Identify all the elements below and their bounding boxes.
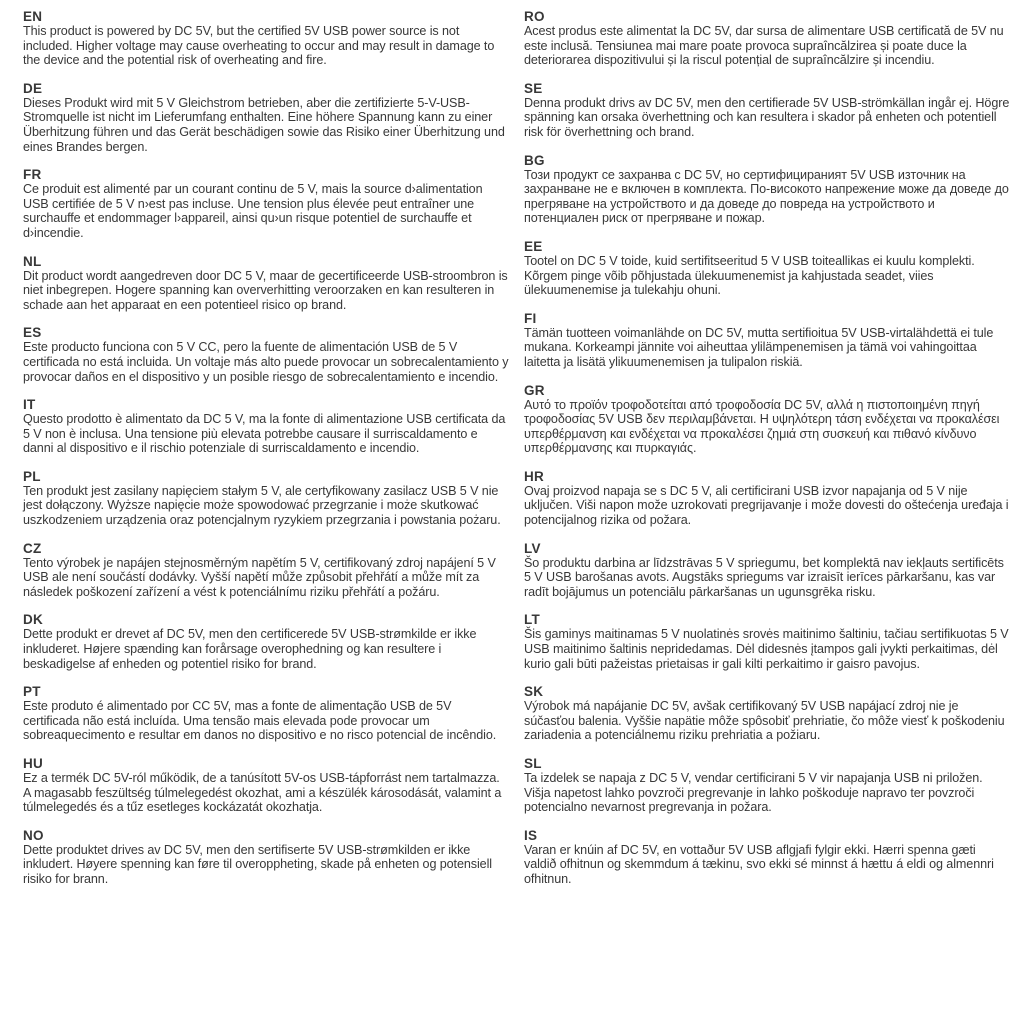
section-se	[524, 81, 1010, 140]
language-code-sl: SL	[524, 756, 542, 771]
language-code-ro: RO	[524, 9, 545, 24]
notice-text-sl: Ta izdelek se napaja z DC 5 V, vendar certificirani 5 V vir napajanja USB ni priložen. Višja napetost lahko povzroči pregrevanje in lahko poškoduje napravo ter povzroči potencialno nevarnost pregrevanja in požara.	[524, 771, 983, 815]
section-dk	[23, 612, 509, 671]
notice-text-gr: Αυτό το προϊόν τροφοδοτείται από τροφοδοσία DC 5V, αλλά η πιστοποιημένη πηγή τροφοδοσίας 5V USB δεν περιλαμβάνεται. Η υψηλότερη τάση ενδέχεται να προκαλέσει υπερθέρμανση και ενδέχεται να προκαλέσει ζημιά στη συσκευή και πιθανό κίνδυνο υπερθέρμανσης και πυρκαγιάς.	[524, 397, 1000, 456]
section-cz	[23, 541, 509, 600]
section-fr	[23, 167, 509, 240]
notice-text-hu: Ez a termék DC 5V-ról működik, de a tanúsított 5V-os USB-tápforrást nem tartalmazza. A magasabb feszültség túlmelegedést okozhat, ami a készülék károsodását, valamint a túlmelegedés és a tűz esetleges kockázatát okozhatja.	[23, 771, 502, 815]
language-code-lt: LT	[524, 612, 540, 628]
notice-text-lt: Šis gaminys maitinamas 5 V nuolatinės srovės maitinimo šaltiniu, tačiau sertifikuotas 5 V USB maitinimo šaltinis nepridedamas. Dėl didesnės įtampos gali įvykti perkaitimas, dėl kurio gali būti pažeistas prietaisas ir gali kilti perkaitimo ir gaisro pavojus.	[524, 627, 1009, 671]
language-code-sk: SK	[524, 684, 544, 700]
language-code-is: IS	[524, 827, 538, 843]
language-code-nl: NL	[23, 253, 42, 269]
notice-text-en: This product is powered by DC 5V, but the certified 5V USB power source is not included. Higher voltage may cause overheating to occur and may result in damage to the device and the potential risk of overheating and fire.	[23, 24, 495, 68]
section-ee	[524, 239, 1010, 298]
language-code-fi: FI	[524, 310, 537, 326]
notice-text-fi: Tämän tuotteen voimanlähde on DC 5V, mutta sertifioitua 5V USB-virtalähdettä ei tule mukana. Korkeampi jännite voi aiheuttaa ylilämpenemisen ja tämä voi vahingoittaa laitetta ja lisätä ylikuumenemisen ja tulipalon riskiä.	[524, 325, 994, 369]
notice-text-ee: Tootel on DC 5 V toide, kuid sertifitseeritud 5 V USB toiteallikas ei kuulu komplekti. Kõrgem pinge võib põhjustada ülekuumenemist ja kahjustada seadet, viies ülekuumenemise ja tulekahju ohuni.	[524, 253, 975, 298]
language-code-lv: LV	[524, 540, 541, 556]
language-code-fr: FR	[23, 167, 42, 183]
section-ro	[524, 9, 1010, 68]
language-code-bg: BG	[524, 152, 545, 168]
language-code-pl: PL	[23, 468, 41, 484]
section-lv	[524, 541, 1010, 600]
language-code-cz: CZ	[23, 540, 42, 556]
language-code-en: EN	[23, 9, 43, 24]
language-code-pt: PT	[23, 684, 41, 700]
language-code-gr: GR	[524, 382, 545, 398]
notice-text-ro: Acest produs este alimentat la DC 5V, dar sursa de alimentare USB certificată de 5V nu este inclusă. Tensiunea mai mare poate provoca supraîncălzirea și poate duce la deteriorarea dispozitivului și la riscul potențial de supraîncălzire și incendiu.	[524, 24, 1004, 68]
notice-text-cz: Tento výrobek je napájen stejnosměrným napětím 5 V, certifikovaný zdroj napájení 5 V USB ale není součástí dodávky. Vyšší napětí může způsobit přehřátí a může mít za následek poškození zařízení a vést k potenciálnímu riziku přehřátí a požáru.	[23, 555, 496, 599]
notice-text-lv: Šo produktu darbina ar līdzstrāvas 5 V spriegumu, bet komplektā nav iekļauts sertificēts 5 V USB barošanas avots. Augstāks spriegums var izraisīt ierīces pārkaršanu, kas var radīt bojājumus un potenciālu pārkaršanas un ugunsgrēka risku.	[524, 555, 1004, 599]
notice-text-se: Denna produkt drivs av DC 5V, men den certifierade 5V USB-strömkällan ingår ej. Högre spänning kan orsaka överhettning och kan resultera i skador på enheten och potentiell risk för överhettning och brand.	[524, 95, 1010, 139]
notice-text-hr: Ovaj proizvod napaja se s DC 5 V, ali certificirani USB izvor napajanja od 5 V nije uključen. Viši napon može uzrokovati pregrijavanje i može dovesti do oštećenja uređaja i potencijalnog rizika od požara.	[524, 483, 1009, 528]
right-column	[524, 9, 1010, 900]
language-code-ee: EE	[524, 238, 543, 254]
notice-text-de: Dieses Produkt wird mit 5 V Gleichstrom betrieben, aber die zertifizierte 5-V-USB-Stromquelle ist nicht im Lieferumfang enthalten. Eine höhere Spannung kann zu einer Überhitzung führen und das Gerät beschädigen sowie das Risiko einer Überhitzung und eines Brandes bergen.	[23, 95, 505, 154]
section-gr	[524, 383, 1010, 456]
section-sk	[524, 684, 1010, 743]
notice-text-bg: Този продукт се захранва с DC 5V, но сертифицираният 5V USB източник на захранване не е включен в комплекта. По-високото напрежение може да доведе до прегряване на устройството и да доведе до повреда на устройството и потенциален риск от прегряване и пожар.	[524, 167, 1009, 226]
section-it	[23, 397, 509, 456]
language-code-dk: DK	[23, 612, 43, 628]
left-column	[23, 9, 509, 900]
language-code-se: SE	[524, 80, 543, 96]
language-code-hu: HU	[23, 756, 43, 771]
notice-text-fr: Ce produit est alimenté par un courant continu de 5 V, mais la source d›alimentation USB certifiée de 5 V n›est pas incluse. Une tension plus élevée peut entraîner une surchauffe et endommager l›appareil, ainsi qu›un risque potentiel de surchauffe et d›incendie.	[23, 182, 483, 240]
section-nl	[23, 254, 509, 313]
section-pl	[23, 469, 509, 528]
section-is	[524, 828, 1010, 887]
language-code-de: DE	[23, 80, 43, 96]
language-code-no: NO	[23, 827, 44, 843]
section-no	[23, 828, 509, 887]
section-pt	[23, 684, 509, 743]
section-sl	[524, 756, 1010, 815]
section-bg	[524, 153, 1010, 226]
notice-text-nl: Dit product wordt aangedreven door DC 5 V, maar de gecertificeerde USB-stroombron is niet inbegrepen. Hogere spanning kan oververhitting veroorzaken en kan resulteren in schade aan het apparaat en een potentieel risico op brand.	[23, 268, 508, 312]
section-es	[23, 325, 509, 384]
language-code-es: ES	[23, 325, 42, 341]
section-fi	[524, 311, 1010, 370]
notice-text-it: Questo prodotto è alimentato da DC 5 V, ma la fonte di alimentazione USB certificata da 5 V non è inclusa. Una tensione più elevata potrebbe causare il surriscaldamento e danni al dispositivo e il rischio potenziale di surriscaldamento e incendio.	[23, 412, 506, 456]
section-de	[23, 81, 509, 154]
section-lt	[524, 612, 1010, 671]
language-code-hr: HR	[524, 468, 544, 484]
notice-text-es: Este producto funciona con 5 V CC, pero la fuente de alimentación USB de 5 V certificada no está incluida. Un voltaje más alto puede provocar un sobrecalentamiento y provocar daños en el dispositivo y un posible riesgo de sobrecalentamiento e incendio.	[23, 340, 509, 384]
notice-text-pt: Este produto é alimentado por CC 5V, mas a fonte de alimentação USB de 5V certificada não está incluída. Uma tensão mais elevada pode provocar um sobreaquecimento e resultar em danos no dispositivo e no risco potencial de incêndio.	[23, 699, 497, 743]
notice-text-pl: Ten produkt jest zasilany napięciem stałym 5 V, ale certyfikowany zasilacz USB 5 V nie jest dołączony. Wyższe napięcie może spowodować przegrzanie i może skutkować uszkodzeniem urządzenia oraz potencjalnym ryzykiem przegrzania i powstania pożaru.	[23, 483, 501, 528]
notice-text-dk: Dette produkt er drevet af DC 5V, men den certificerede 5V USB-strømkilde er ikke inkluderet. Højere spænding kan forårsage overophedning og kan resultere i beskadigelse af enheden og potentiel risiko for brand.	[23, 627, 477, 671]
section-hr	[524, 469, 1010, 528]
notice-text-no: Dette produktet drives av DC 5V, men den sertifiserte 5V USB-strømkilden er ikke inkludert. Høyere spenning kan føre til overoppheting, skade på enheten og potensiell risiko for brann.	[23, 842, 492, 886]
section-en	[23, 9, 509, 68]
language-code-it: IT	[23, 397, 36, 413]
section-hu	[23, 756, 509, 815]
notice-text-sk: Výrobok má napájanie DC 5V, avšak certifikovaný 5V USB napájací zdroj nie je súčasťou balenia. Vyššie napätie môže spôsobiť prehriatie, čo môže viesť k poškodeniu zariadenia a potenciálnemu riziku prehriatia a požiaru.	[524, 699, 1005, 743]
notice-text-is: Varan er knúin af DC 5V, en vottaður 5V USB aflgjafi fylgir ekki. Hærri spenna gæti valdið ofhitnun og skemmdum á tækinu, svo ekki sé minnst á hættu á eldi og almennri ofhitnun.	[524, 842, 994, 886]
